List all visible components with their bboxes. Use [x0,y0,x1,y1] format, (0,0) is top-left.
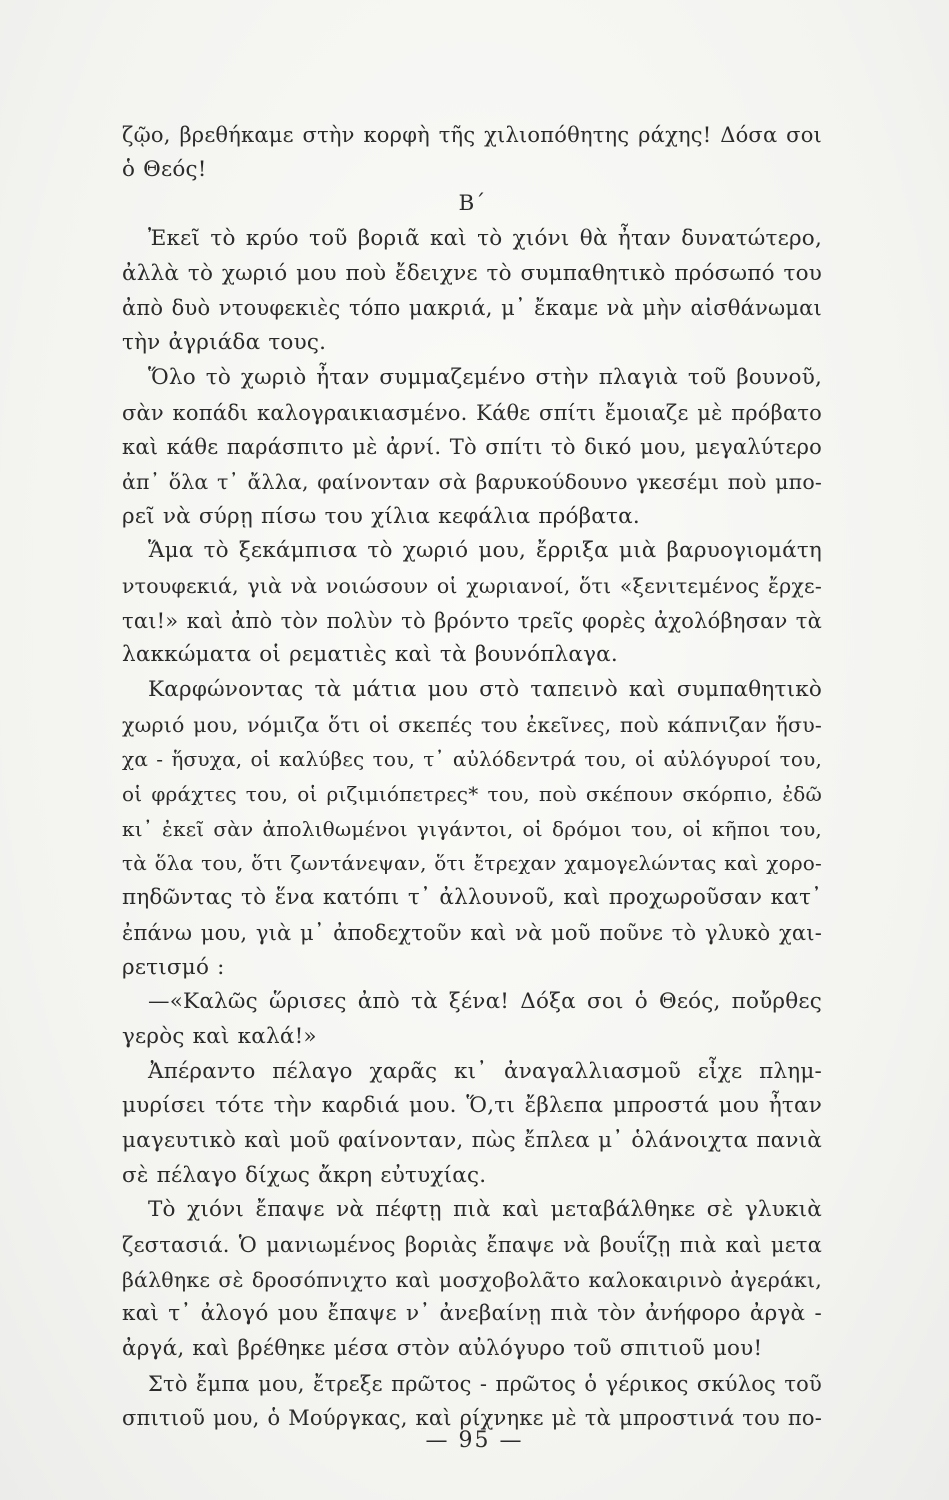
text-line: ρετισμό : [122,954,225,980]
text-line: λακκώματα οἱ ρεματιὲς καὶ τὰ βουνόπλαγα. [122,642,618,668]
text-line: ἀλλὰ τὸ χωριό μου ποὺ ἔδειχνε τὸ συμπαθητικὸ πρόσωπό του [122,260,822,286]
text-line: Ὅλο τὸ χωριὸ ἦταν συμμαζεμένο στὴν πλαγιὰ τοῦ βουνοῦ, [148,364,822,390]
text-line: Καρφώνοντας τὰ μάτια μου στὸ ταπεινὸ καὶ συμπαθητικὸ [148,677,822,702]
text-line: μαγευτικὸ καὶ μοῦ φαίνονταν, πὼς ἔπλεα μ᾽ ὁλάνοιχτα πανιὰ [122,1127,822,1153]
text-line: χωριό μου, νόμιζα ὅτι οἱ σκεπές του ἐκεῖνες, ποὺ κάπνιζαν ἥσυ- [122,712,822,737]
text-line: ἐπάνω μου, γιὰ μ᾽ ἀποδεχτοῦν καὶ νὰ μοῦ ποῦνε τὸ γλυκὸ χαι- [122,920,822,945]
section-heading: Β΄ [458,191,486,217]
text-line: καὶ τ᾽ ἀλογό μου ἔπαψε ν᾽ ἀνεβαίνῃ πιὰ τὸν ἀνήφορο ἀργὰ - [122,1301,822,1327]
text-line: ἀπ᾽ ὅλα τ᾽ ἄλλα, φαίνονταν σὰ βαρυκούδουνο γκεσέμι ποὺ μπο- [122,469,822,494]
text-line: καὶ κάθε παράσπιτο μὲ ἀρνί. Τὸ σπίτι τὸ δικό μου, μεγαλύτερο [122,435,822,460]
text-line: οἱ φράχτες του, οἱ ριζιμιόπετρες* του, ποὺ σκέπουν σκόρπιο, ἐδῶ [122,782,822,807]
text-line: ἀργά, καὶ βρέθηκε μέσα στὸν αὐλόγυρο τοῦ σπιτιοῦ μου! [122,1336,763,1362]
text-line: Ἅμα τὸ ξεκάμπισα τὸ χωριό μου, ἔρριξα μιὰ βαρυογιομάτη [148,538,822,564]
text-line: ντουφεκιά, γιὰ νὰ νοιώσουν οἱ χωριανοί, ὅτι «ξενιτεμένος ἔρχε- [122,573,822,598]
text-line: —«Καλῶς ὥρισες ἀπὸ τὰ ξένα! Δόξα σοι ὁ Θεός, ποὔρθες [148,989,822,1015]
text-line: ρεῖ νὰ σύρῃ πίσω του χίλια κεφάλια πρόβατα. [122,503,640,529]
text-line: Στὸ ἔμπα μου, ἔτρεξε πρῶτος - πρῶτος ὁ γέρικος σκύλος τοῦ [148,1371,822,1396]
text-line: Ἀπέραντο πέλαγο χαρᾶς κι᾽ ἀναγαλλιασμοῦ εἶχε πλημ- [148,1058,822,1084]
text-line: Ἐκεῖ τὸ κρύο τοῦ βοριᾶ καὶ τὸ χιόνι θὰ ἦταν δυνατώτερο, [148,226,822,252]
text-line: ὁ Θεός! [122,156,207,182]
text-line: Τὸ χιόνι ἔπαψε νὰ πέφτῃ πιὰ καὶ μεταβάλθηκε σὲ γλυκιὰ [148,1197,822,1223]
text-line: μυρίσει τότε τὴν καρδιά μου. Ὅ,τι ἔβλεπα μπροστά μου ἦταν [122,1093,822,1119]
text-line: ἀπὸ δυὸ ντουφεκιὲς τόπο μακριά, μ᾽ ἔκαμε νὰ μὴν αἰσθάνωμαι [122,296,822,321]
text-line: γερὸς καὶ καλά!» [122,1023,317,1049]
text-line: ται!» καὶ ἀπὸ τὸν πολὺν τὸ βρόντο τρεῖς φορὲς ἀχολόβησαν τὰ [122,608,822,633]
text-line: τὴν ἀγριάδα τους. [122,330,327,356]
text-line: ζεστασιά. Ὁ μανιωμένος βοριὰς ἔπαψε νὰ βουΐζῃ πιὰ καὶ μετα [122,1233,822,1257]
text-line: τὰ ὅλα του, ὅτι ζωντάνεψαν, ὅτι ἔτρεχαν χαμογελώντας καὶ χορο- [122,851,822,876]
text-line: χα - ἥσυχα, οἱ καλύβες του, τ᾽ αὐλόδεντρά του, οἱ αὐλόγυροί του, [122,747,822,772]
text-line: βάλθηκε σὲ δροσόπνιχτο καὶ μοσχοβολᾶτο καλοκαιρινὸ ἀγεράκι, [122,1267,822,1292]
text-line: ζῷο, βρεθήκαμε στὴν κορφὴ τῆς χιλιοπόθητης ράχης! Δόσα σοι [122,123,822,147]
text-line: κι᾽ ἐκεῖ σὰν ἀπολιθωμένοι γιγάντοι, οἱ δρόμοι του, οἱ κῆποι του, [122,816,822,841]
text-line: σὰν κοπάδι καλογραικιασμένο. Κάθε σπίτι ἔμοιαζε μὲ πρόβατο [122,400,822,425]
text-line: σπιτιοῦ μου, ὁ Μούργκας, καὶ ρίχνηκε μὲ τὰ μπροστινά του πο- [122,1406,822,1431]
text-line: σὲ πέλαγο δίχως ἄκρη εὐτυχίας. [122,1162,487,1188]
text-line: πηδῶντας τὸ ἕνα κατόπι τ᾽ ἀλλουνοῦ, καὶ προχωροῦσαν κατ᾽ [122,885,822,911]
page-number: — 95 — [425,1428,524,1453]
body-text [122,118,822,1436]
